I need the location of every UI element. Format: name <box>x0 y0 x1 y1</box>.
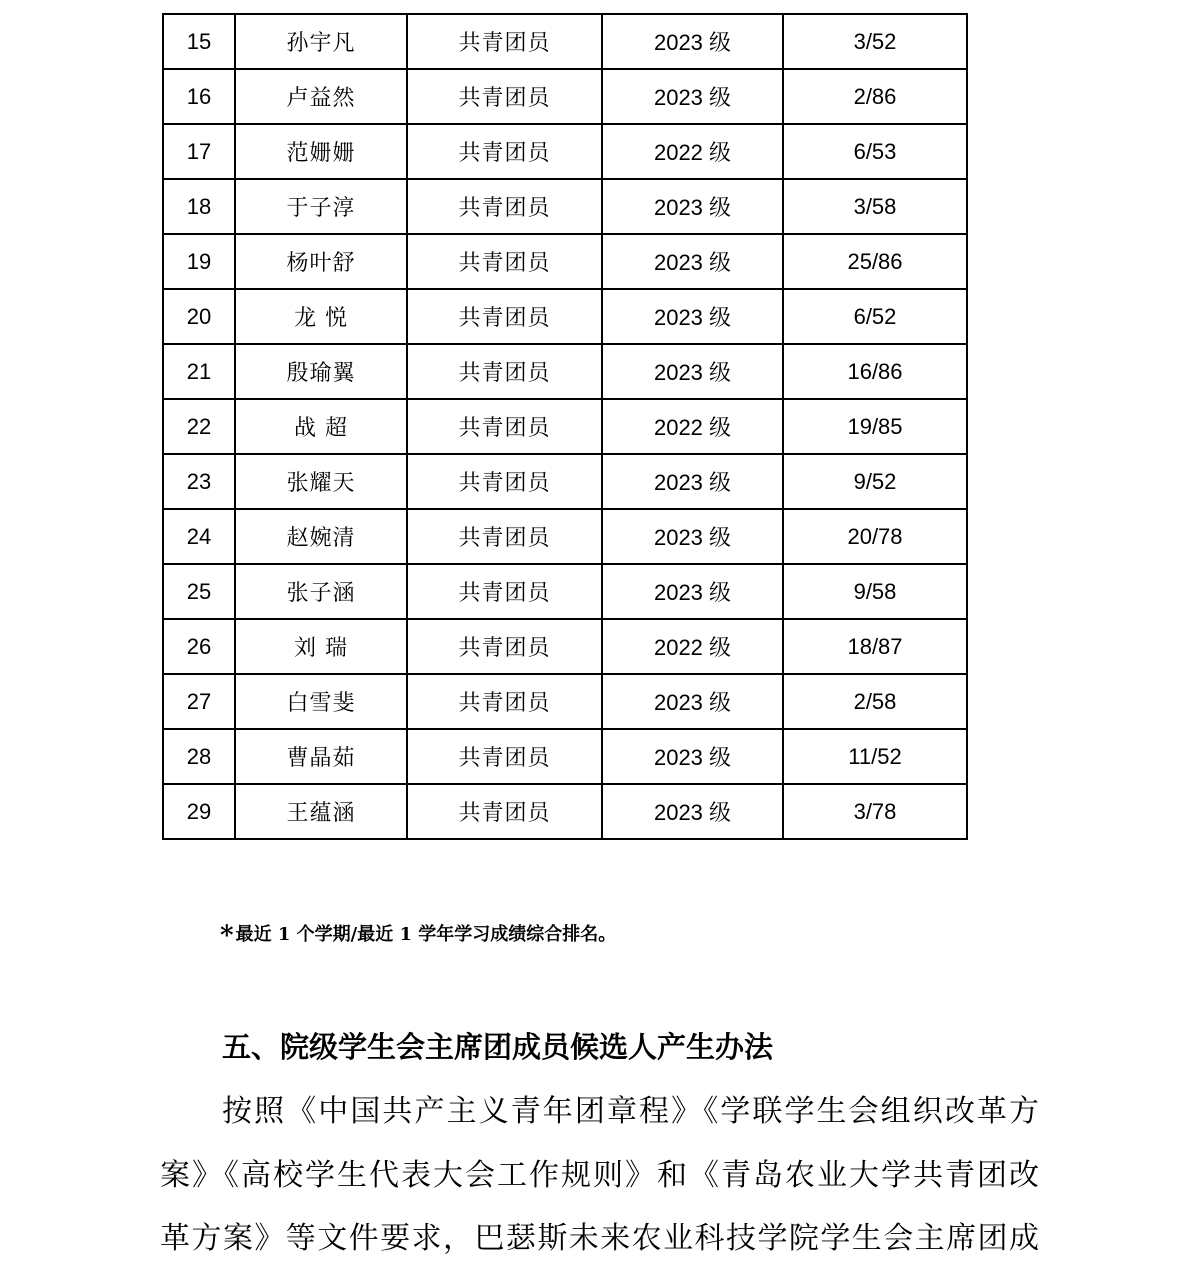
row-number-cell: 28 <box>163 729 235 784</box>
political-status-cell: 共青团员 <box>407 234 602 289</box>
political-status-cell: 共青团员 <box>407 179 602 234</box>
candidate-table <box>162 13 968 840</box>
name-cell: 张子涵 <box>235 564 407 619</box>
row-number-cell: 20 <box>163 289 235 344</box>
political-status-cell: 共青团员 <box>407 399 602 454</box>
name-cell: 赵婉清 <box>235 509 407 564</box>
row-number-cell: 27 <box>163 674 235 729</box>
table-row <box>163 289 967 344</box>
name-cell: 卢益然 <box>235 69 407 124</box>
rank-cell: 2/86 <box>783 69 967 124</box>
rank-cell: 9/58 <box>783 564 967 619</box>
row-number-cell: 15 <box>163 14 235 69</box>
grade-cell: 2023 级 <box>602 289 783 344</box>
political-status-cell: 共青团员 <box>407 289 602 344</box>
grade-cell: 2022 级 <box>602 124 783 179</box>
grade-cell: 2023 级 <box>602 179 783 234</box>
name-cell: 曹晶茹 <box>235 729 407 784</box>
paragraph-line-2: 案》《高校学生代表大会工作规则》和《青岛农业大学共青团改 <box>160 1158 1040 1193</box>
row-number-cell: 24 <box>163 509 235 564</box>
row-number-cell: 19 <box>163 234 235 289</box>
rank-cell: 6/52 <box>783 289 967 344</box>
row-number-cell: 25 <box>163 564 235 619</box>
table-row <box>163 179 967 234</box>
political-status-cell: 共青团员 <box>407 14 602 69</box>
political-status-cell: 共青团员 <box>407 674 602 729</box>
rank-cell: 19/85 <box>783 399 967 454</box>
footnote-asterisk: * <box>220 921 234 951</box>
table-row <box>163 14 967 69</box>
grade-cell: 2023 级 <box>602 729 783 784</box>
grade-cell: 2023 级 <box>602 234 783 289</box>
grade-cell: 2023 级 <box>602 14 783 69</box>
name-cell: 殷瑜翼 <box>235 344 407 399</box>
rank-cell: 18/87 <box>783 619 967 674</box>
rank-cell: 20/78 <box>783 509 967 564</box>
rank-cell: 16/86 <box>783 344 967 399</box>
paragraph-line-1: 按照《中国共产主义青年团章程》《学联学生会组织改革方 <box>222 1094 1040 1129</box>
table-row <box>163 674 967 729</box>
table-row <box>163 619 967 674</box>
paragraph-line-3: 革方案》等文件要求，巴瑟斯未来农业科技学院学生会主席团成 <box>160 1221 1040 1256</box>
candidate-table-body <box>163 14 967 839</box>
table-row <box>163 344 967 399</box>
table-row <box>163 784 967 839</box>
name-cell: 王蕴涵 <box>235 784 407 839</box>
grade-cell: 2022 级 <box>602 399 783 454</box>
table-row <box>163 69 967 124</box>
section-heading: 五、院级学生会主席团成员候选人产生办法 <box>222 1030 774 1064</box>
row-number-cell: 23 <box>163 454 235 509</box>
table-row <box>163 729 967 784</box>
row-number-cell: 26 <box>163 619 235 674</box>
grade-cell: 2023 级 <box>602 564 783 619</box>
rank-cell: 3/58 <box>783 179 967 234</box>
row-number-cell: 21 <box>163 344 235 399</box>
name-cell: 杨叶舒 <box>235 234 407 289</box>
political-status-cell: 共青团员 <box>407 509 602 564</box>
footnote <box>220 920 616 951</box>
name-cell: 白雪斐 <box>235 674 407 729</box>
name-cell: 范姗姗 <box>235 124 407 179</box>
rank-cell: 3/78 <box>783 784 967 839</box>
grade-cell: 2023 级 <box>602 509 783 564</box>
name-cell: 战 超 <box>235 399 407 454</box>
table-row <box>163 564 967 619</box>
rank-cell: 11/52 <box>783 729 967 784</box>
rank-cell: 2/58 <box>783 674 967 729</box>
political-status-cell: 共青团员 <box>407 619 602 674</box>
table-row <box>163 454 967 509</box>
rank-cell: 9/52 <box>783 454 967 509</box>
grade-cell: 2022 级 <box>602 619 783 674</box>
grade-cell: 2023 级 <box>602 784 783 839</box>
table-row <box>163 234 967 289</box>
political-status-cell: 共青团员 <box>407 124 602 179</box>
political-status-cell: 共青团员 <box>407 784 602 839</box>
rank-cell: 6/53 <box>783 124 967 179</box>
rank-cell: 3/52 <box>783 14 967 69</box>
name-cell: 刘 瑞 <box>235 619 407 674</box>
rank-cell: 25/86 <box>783 234 967 289</box>
name-cell: 孙宇凡 <box>235 14 407 69</box>
political-status-cell: 共青团员 <box>407 344 602 399</box>
grade-cell: 2023 级 <box>602 454 783 509</box>
table-row <box>163 509 967 564</box>
table-row <box>163 399 967 454</box>
table-row <box>163 124 967 179</box>
row-number-cell: 17 <box>163 124 235 179</box>
row-number-cell: 22 <box>163 399 235 454</box>
name-cell: 龙 悦 <box>235 289 407 344</box>
political-status-cell: 共青团员 <box>407 564 602 619</box>
footnote-text: 最近 1 个学期/最近 1 学年学习成绩综合排名。 <box>235 924 617 945</box>
row-number-cell: 29 <box>163 784 235 839</box>
grade-cell: 2023 级 <box>602 674 783 729</box>
political-status-cell: 共青团员 <box>407 69 602 124</box>
name-cell: 张耀天 <box>235 454 407 509</box>
row-number-cell: 16 <box>163 69 235 124</box>
grade-cell: 2023 级 <box>602 344 783 399</box>
political-status-cell: 共青团员 <box>407 729 602 784</box>
grade-cell: 2023 级 <box>602 69 783 124</box>
name-cell: 于子淳 <box>235 179 407 234</box>
row-number-cell: 18 <box>163 179 235 234</box>
political-status-cell: 共青团员 <box>407 454 602 509</box>
